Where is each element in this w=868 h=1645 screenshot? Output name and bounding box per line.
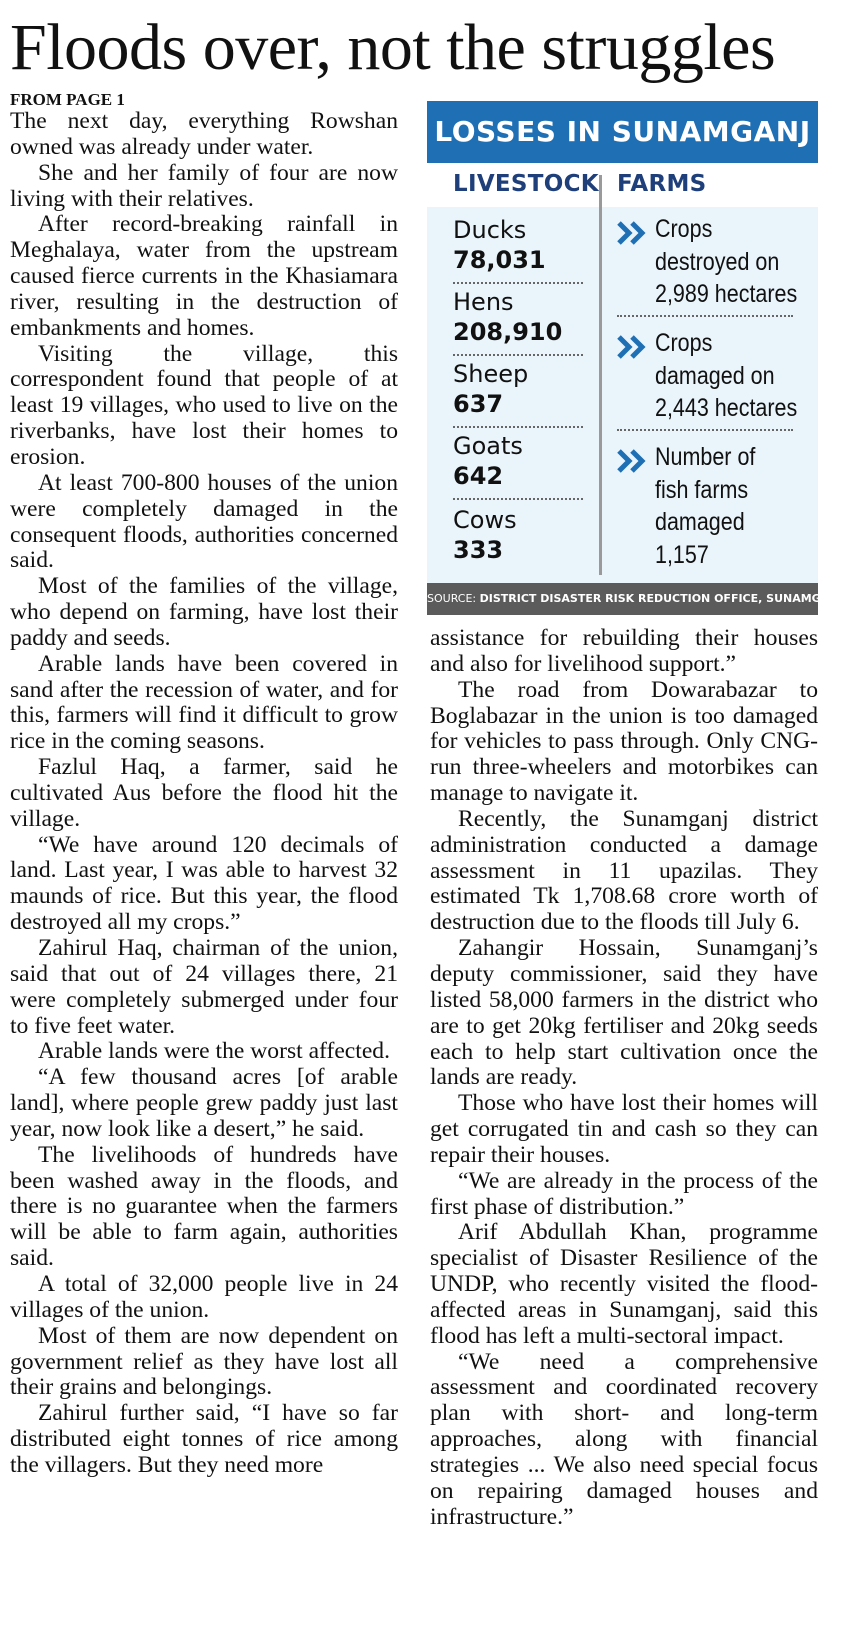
livestock-item-goats <box>453 431 581 491</box>
farm-line: Number of <box>655 443 756 471</box>
infographic-source <box>427 583 843 615</box>
double-chevron-icon <box>617 335 651 359</box>
losses-infographic <box>427 101 843 615</box>
paragraph: She and her family of four are now living with their relatives. <box>10 159 398 212</box>
paragraph: Arable lands were the worst affected. <box>38 1038 391 1065</box>
paragraph: The livelihoods of hundreds have been washed away in the floods, and there is no guarantee when the farmers will be able to farm again, authorities said. <box>10 1141 398 1272</box>
infographic-title: LOSSES IN SUNAMGANJ <box>427 101 818 163</box>
livestock-name: Goats <box>453 432 523 460</box>
livestock-item-cows <box>453 505 581 565</box>
farm-line: destroyed on <box>655 247 780 276</box>
paragraph: assistance for rebuilding their houses and also for livelihood support.” <box>430 625 818 677</box>
livestock-count: 208,910 <box>453 318 563 346</box>
paragraph: “We are already in the process of the first phase of distribution.” <box>430 1167 818 1220</box>
farm-line: fish farms <box>655 475 749 504</box>
right-column <box>430 626 818 1531</box>
paragraph: Zahirul further said, “I have so far distributed eight tonnes of rice among the villagers. But they need more <box>10 1400 398 1478</box>
dotted-separator <box>617 429 793 431</box>
farm-text <box>655 441 793 571</box>
infographic-panel <box>427 163 818 583</box>
livestock-name: Sheep <box>453 360 529 388</box>
paragraph: After record-breaking rainfall in Meghalaya, water from the upstream caused fierce currents in the Khasiamara river, resulting in the destruction of embankments and homes. <box>10 211 398 341</box>
paragraph: “We have around 120 decimals of land. Last year, I was able to harvest 32 maunds of rice. But this year, the flood destroyed all my crops.” <box>10 831 398 936</box>
livestock-count: 637 <box>453 390 504 418</box>
paragraph: Zahirul Haq, chairman of the union, said that out of 24 villages there, 21 were completely submerged under four to five feet water. <box>10 935 398 1039</box>
livestock-name: Hens <box>453 288 514 316</box>
dateline: FROM PAGE 1 <box>10 90 125 109</box>
livestock-name: Cows <box>453 506 517 534</box>
paragraph: “A few thousand acres [of arable land], where people grew paddy just last year, now look like a desert,” he said. <box>10 1064 398 1142</box>
farms-heading: FARMS <box>617 171 707 197</box>
paragraph: The next day, everything Rowshan owned was already under water. <box>10 108 398 160</box>
column-divider <box>599 175 602 575</box>
left-column <box>10 109 398 1479</box>
livestock-count: 333 <box>453 536 504 564</box>
farm-line: Crops <box>655 215 713 243</box>
source-label: SOURCE: <box>427 592 477 605</box>
paragraph: Arable lands have been covered in sand after the recession of water, and for this, farmers will find it difficult to grow rice in the coming seasons. <box>10 650 398 755</box>
dotted-separator <box>453 498 583 500</box>
livestock-count: 78,031 <box>453 246 546 274</box>
farm-line: 2,443 hectares <box>655 394 798 422</box>
livestock-item-ducks <box>453 215 581 275</box>
paragraph: Recently, the Sunamganj district administration conducted a damage assessment in 11 upazilas. They estimated Tk 1,708.68 crore worth of destruction due to the floods till July 6. <box>430 805 818 936</box>
livestock-heading: LIVESTOCK <box>453 171 599 197</box>
paragraph: Visiting the village, this correspondent found that people of at least 19 villages, who used to live on the riverbanks, have lost their homes to erosion. <box>10 340 398 470</box>
paragraph: “We need a comprehensive assessment and coordinated recovery plan with short- and long-term approaches, along with financial strategies ... We also need special focus on repairing damaged houses and infrastructure.” <box>430 1348 818 1530</box>
source-text: DISTRICT DISASTER RISK REDUCTION OFFICE, SUNAMGANJ <box>479 592 843 605</box>
livestock-item-hens <box>453 287 581 347</box>
dotted-separator <box>617 315 793 317</box>
farm-line: 1,157 <box>655 540 709 569</box>
paragraph: A total of 32,000 people live in 24 villages of the union. <box>10 1270 398 1323</box>
dotted-separator <box>453 426 583 428</box>
farm-line: Crops <box>655 329 713 357</box>
headline: Floods over, not the struggles <box>10 11 776 84</box>
farm-text <box>655 213 798 311</box>
paragraph: Most of them are now dependent on government relief as they have lost all their grains and belongings. <box>10 1322 398 1401</box>
farm-line: damaged on <box>655 361 775 390</box>
paragraph: At least 700-800 houses of the union were completely damaged in the consequent floods, authorities concerned said. <box>10 469 398 574</box>
farm-text <box>655 327 798 425</box>
double-chevron-icon <box>617 449 651 473</box>
livestock-item-sheep <box>453 359 581 419</box>
farm-line: damaged <box>655 508 745 536</box>
dotted-separator <box>453 282 583 284</box>
farm-line: 2,989 hectares <box>655 280 798 308</box>
dotted-separator <box>453 354 583 356</box>
livestock-name: Ducks <box>453 216 527 244</box>
paragraph: The road from Dowarabazar to Boglabazar in the union is too damaged for vehicles to pass through. Only CNG-run three-wheelers and motorbikes can manage to navigate it. <box>430 676 818 807</box>
paragraph: Most of the families of the village, who depend on farming, have lost their paddy and seeds. <box>10 573 398 651</box>
paragraph: Fazlul Haq, a farmer, said he cultivated Aus before the flood hit the village. <box>10 754 398 832</box>
paragraph: Those who have lost their homes will get corrugated tin and cash so they can repair their houses. <box>430 1090 818 1168</box>
double-chevron-icon <box>617 221 651 245</box>
paragraph: Zahangir Hossain, Sunamganj’s deputy commissioner, said they have listed 58,000 farmers in the district who are to get 20kg fertiliser and 20kg seeds each to help start cultivation once the lands are ready. <box>430 935 818 1091</box>
paragraph: Arif Abdullah Khan, programme specialist of Disaster Resilience of the UNDP, who recently visited the flood-affected areas in Sunamganj, said this flood has left a multi-sectoral impact. <box>430 1219 818 1349</box>
livestock-count: 642 <box>453 462 504 490</box>
